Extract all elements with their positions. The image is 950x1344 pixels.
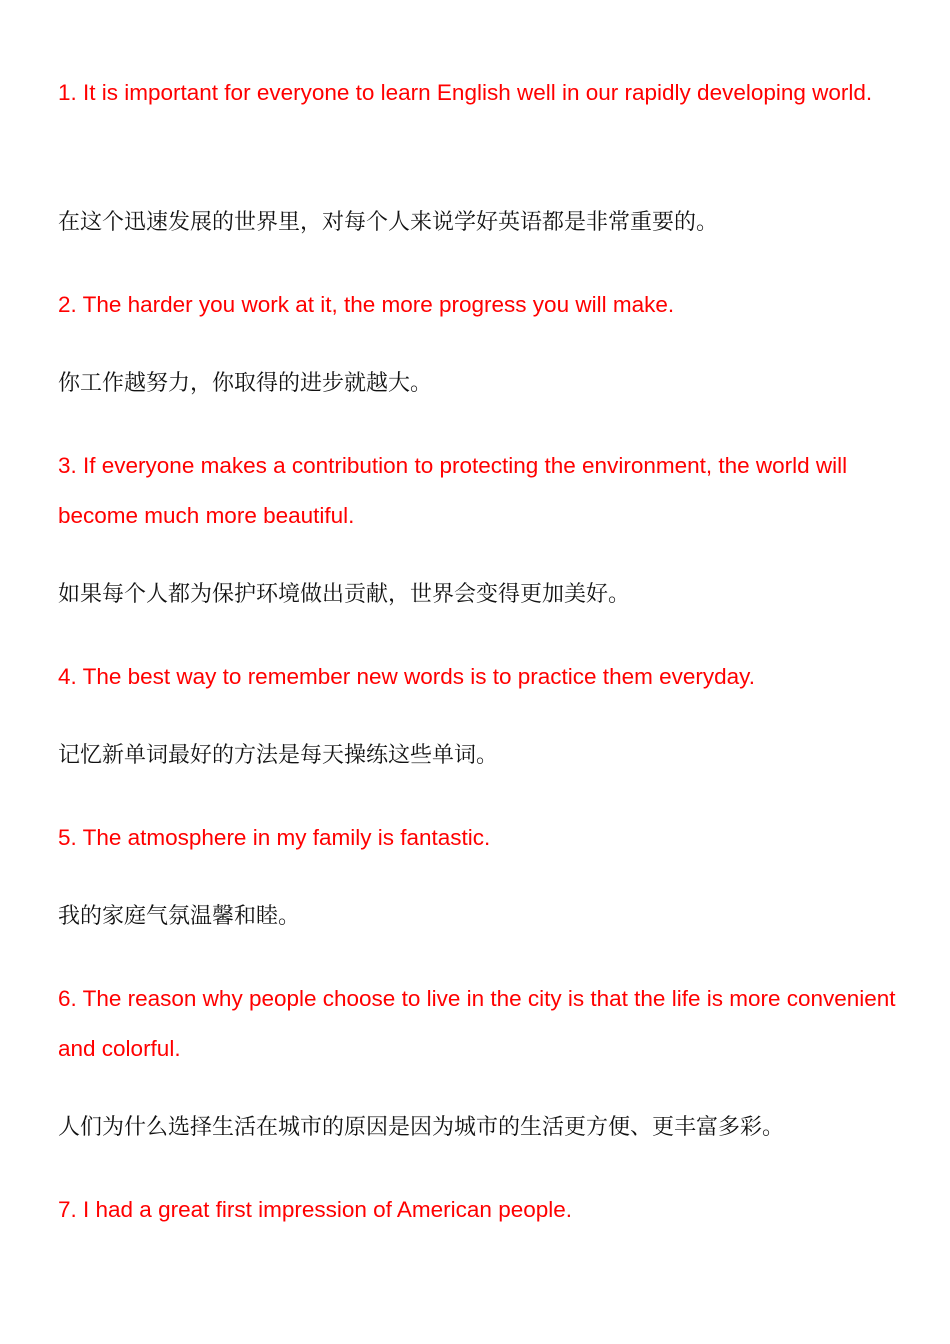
chinese-translation-1: 在这个迅速发展的世界里，对每个人来说学好英语都是非常重要的。: [58, 210, 719, 235]
english-sentence-3: 3. If everyone makes a contribution to protecting the environment, the world will become much more beautiful.: [58, 453, 848, 528]
chinese-translation-6: 人们为什么选择生活在城市的原因是因为城市的生活更方便、更丰富多彩。: [58, 1115, 785, 1140]
chinese-translation-5: 我的家庭气氛温馨和睦。: [58, 904, 301, 929]
chinese-translation-4: 记忆新单词最好的方法是每天操练这些单词。: [58, 743, 499, 768]
english-sentence-5: 5. The atmosphere in my family is fantastic.: [58, 825, 491, 850]
english-sentence-7: 7. I had a great first impression of American people.: [58, 1197, 573, 1222]
chinese-translation-3: 如果每个人都为保护环境做出贡献，世界会变得更加美好。: [58, 582, 631, 607]
english-sentence-1: 1. It is important for everyone to learn English well in our rapidly developing world.: [58, 80, 873, 105]
english-sentence-4: 4. The best way to remember new words is to practice them everyday.: [58, 664, 755, 689]
chinese-translation-2: 你工作越努力，你取得的进步就越大。: [58, 371, 433, 396]
english-sentence-2: 2. The harder you work at it, the more progress you will make.: [58, 292, 675, 317]
english-sentence-6: 6. The reason why people choose to live in the city is that the life is more convenient and colorful.: [58, 986, 896, 1061]
